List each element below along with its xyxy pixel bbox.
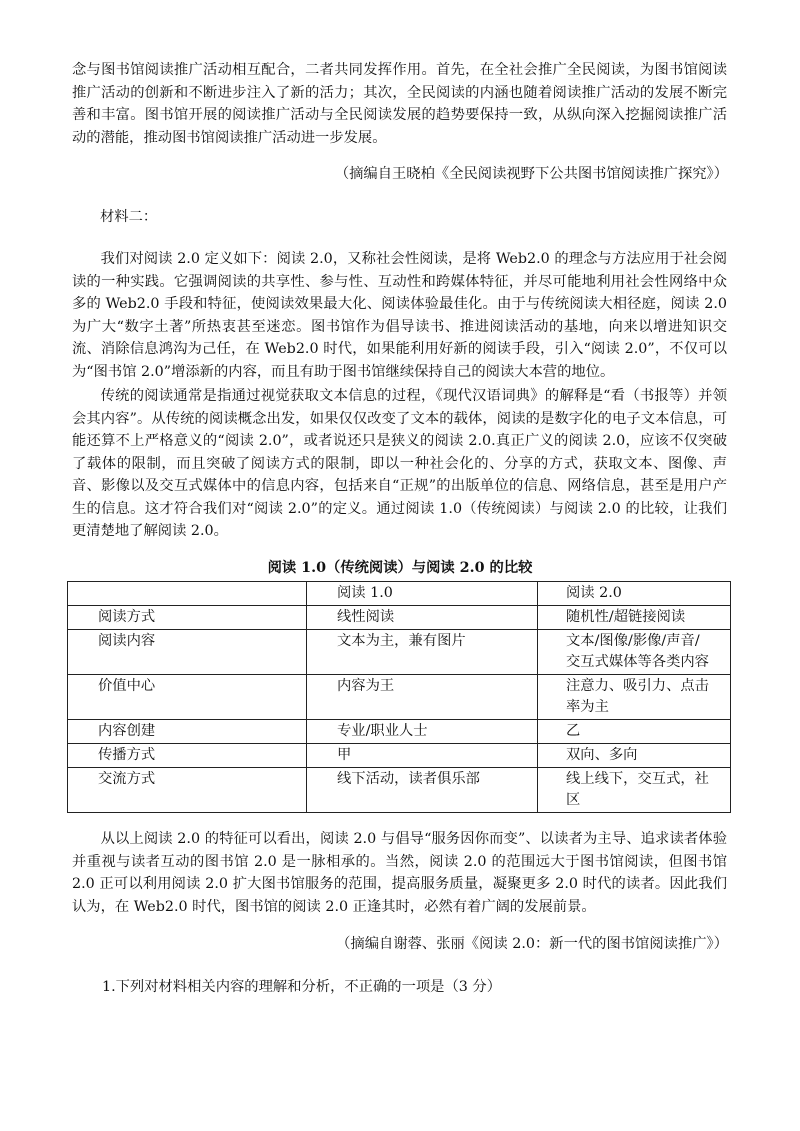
table-header-row [68, 582, 731, 606]
reading-2-cell: 双向、多向 [538, 744, 731, 768]
source-citation-2: （摘编自谢蓉、张丽《阅读 2.0：新一代的图书馆阅读推广》） [336, 936, 728, 952]
paragraph-1: 念与图书馆阅读推广活动相互配合，二者共同发挥作用。首先，在全社会推广全民阅读，为图书馆阅读推广活动的创新和不断进步注入了新的活力；其次，全民阅读的内涵也随着阅读推广活动的发展不断完善和丰富。图书馆开展的阅读推广活动与全民阅读发展的趋势要保持一致，从纵向深入挖掘阅读推广活动的潜能，推动图书馆阅读推广活动进一步发展。 [72, 62, 727, 146]
reading-1-cell: 专业/职业人士 [307, 720, 538, 744]
table-header-cell [68, 582, 307, 606]
paragraph-3: 传统的阅读通常是指通过视觉获取文本信息的过程，《现代汉语词典》的解释是“看（书报等）并领会其内容”。从传统的阅读概念出发，如果仅仅改变了文本的载体，阅读的是数字化的电子文本信息，可能还算不上严格意义的“阅读 2.0”，或者说还只是狭义的阅读 2.0.真正广义的阅读 2.0，应该不仅突破了载体的限制，而且突破了阅读方式的限制，即以一种社会化的、分享的方式，获取文本、图像、声音、影像以及交互式媒体中的信息内容，包括来自“正规”的出版单位的信息、网络信息，甚至是用户产生的信息。这才符合我们对“阅读 2.0”的定义。通过阅读 1.0（传统阅读）与阅读 2.0 的比较，让我们更清楚地了解阅读 2.0。 [72, 388, 727, 539]
row-label: 交流方式 [68, 768, 307, 813]
reading-1-cell: 线性阅读 [307, 606, 538, 630]
question-1: 1.下列对材料相关内容的理解和分析，不正确的一项是（3 分） [102, 979, 501, 995]
table-header-cell: 阅读 2.0 [538, 582, 731, 606]
table-row [68, 720, 731, 744]
table-header-cell: 阅读 1.0 [307, 582, 538, 606]
reading-2-cell: 随机性/超链接阅读 [538, 606, 731, 630]
table-row [68, 675, 731, 720]
reading-1-cell: 线下活动，读者俱乐部 [307, 768, 538, 813]
paragraph-2: 我们对阅读 2.0 定义如下：阅读 2.0，又称社会性阅读，是将 Web2.0 的理念与方法应用于社会阅读的一种实践。它强调阅读的共享性、参与性、互动性和跨媒体特征，并尽可能地利用社会性网络中众多的 Web2.0 手段和特征，使阅读效果最大化、阅读体验最佳化。由于与传统阅读大相径庭，阅读 2.0 为广大“数字土著”所热衷甚至迷恋。图书馆作为倡导读书、推进阅读活动的基地，向来以增进知识交流、消除信息鸿沟为己任，在 Web2.0 时代，如果能利用好新的阅读手段，引入“阅读 2.0”，不仅可以为“图书馆 2.0”增添新的内容，而且有助于图书馆继续保持自己的阅读大本营的地位。 [72, 251, 727, 380]
row-label: 价值中心 [68, 675, 307, 720]
table-caption: 阅读 1.0（传统阅读）与阅读 2.0 的比较 [267, 560, 533, 576]
table-row [68, 744, 731, 768]
row-label: 内容创建 [68, 720, 307, 744]
paragraph-4: 从以上阅读 2.0 的特征可以看出，阅读 2.0 与倡导“服务因你而变”、以读者为主导、追求读者体验并重视与读者互动的图书馆 2.0 是一脉相承的。当然，阅读 2.0 的范围远大于图书馆阅读，但图书馆 2.0 正可以利用阅读 2.0 扩大图书馆服务的范围，提高服务质量，凝聚更多 2.0 时代的读者。因此我们认为，在 Web2.0 时代，图书馆的阅读 2.0 正逢其时，必然有着广阔的发展前景。 [72, 831, 727, 915]
source-citation-1: （摘编自王晓柏《全民阅读视野下公共图书馆阅读推广探究》） [334, 166, 728, 182]
reading-1-cell: 内容为王 [307, 675, 538, 720]
row-label: 阅读方式 [68, 606, 307, 630]
reading-2-cell: 线上线下，交互式，社区 [538, 768, 731, 813]
reading-1-cell: 文本为主，兼有图片 [307, 630, 538, 675]
row-label: 传播方式 [68, 744, 307, 768]
material-two-label: 材料二： [100, 209, 158, 225]
comparison-table [67, 581, 731, 813]
table-row [68, 768, 731, 813]
reading-2-cell: 文本/图像/影像/声音/交互式媒体等各类内容 [538, 630, 731, 675]
reading-2-cell: 乙 [538, 720, 731, 744]
table-row [68, 630, 731, 675]
reading-1-cell: 甲 [307, 744, 538, 768]
reading-2-cell: 注意力、吸引力、点击率为主 [538, 675, 731, 720]
table-row [68, 606, 731, 630]
row-label: 阅读内容 [68, 630, 307, 675]
